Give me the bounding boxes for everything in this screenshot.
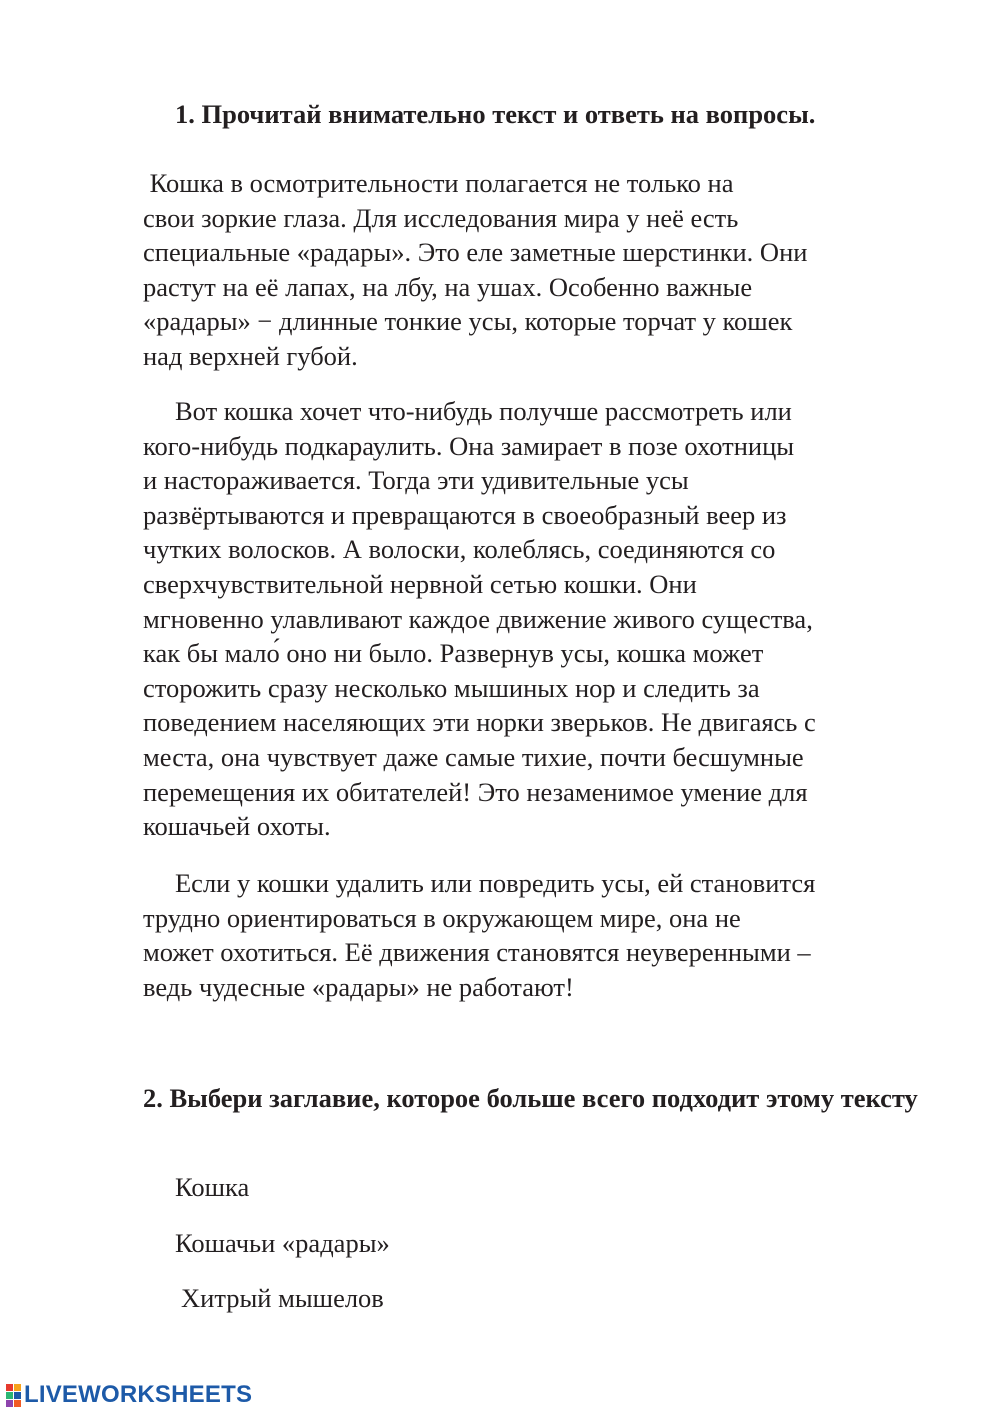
paragraph-line: места, она чувствует даже самые тихие, почти бесшумные (143, 741, 804, 772)
paragraph-line: специальные «радары». Это еле заметные шерстинки. Они (143, 237, 808, 268)
logo-square (6, 1400, 13, 1407)
paragraph-line: свои зоркие глаза. Для исследования мира у неё есть (143, 202, 739, 233)
logo-square (6, 1392, 13, 1399)
paragraph-line: мгновенно улавливают каждое движение живого существа, (143, 603, 813, 634)
paragraph-line: растут на её лапах, на лбу, на ушах. Особенно важные (143, 271, 753, 302)
paragraph-line: может охотиться. Её движения становятся неуверенными – (143, 937, 811, 968)
logo-square (14, 1400, 21, 1407)
paragraph-line: «радары» − длинные тонкие усы, которые торчат у кошек (143, 306, 793, 337)
paragraph-line: кошачьей охоты. (143, 811, 331, 842)
paragraph-line: трудно ориентироваться в окружающем мире, она не (143, 902, 741, 933)
liveworksheets-logo[interactable] (6, 1380, 252, 1410)
logo-square (6, 1384, 13, 1391)
title-option-cunning-mouser[interactable]: Хитрый мышелов (181, 1283, 384, 1313)
logo-square (14, 1392, 21, 1399)
paragraph-line: перемещения их обитателей! Это незаменимое умение для (143, 776, 808, 807)
title-option-cat-radars[interactable]: Кошачьи «радары» (175, 1228, 390, 1258)
paragraph-line: Кошка в осмотрительности полагается не только на (143, 168, 734, 198)
paragraph-line: Вот кошка хочет что-нибудь получше рассмотреть или (175, 396, 792, 426)
text-paragraph-2 (143, 394, 943, 844)
task-1-title: 1. Прочитай внимательно текст и ответь на вопросы. (175, 99, 816, 129)
paragraph-line: поведением населяющих эти норки зверьков. Не двигаясь с (143, 707, 816, 738)
title-option-cat[interactable]: Кошка (175, 1172, 250, 1202)
liveworksheets-logo-text: LIVEWORKSHEETS (24, 1381, 253, 1408)
text-paragraph-1 (143, 166, 943, 374)
paragraph-line: над верхней губой. (143, 340, 358, 371)
text-paragraph-3 (143, 866, 943, 1004)
paragraph-line: сторожить сразу несколько мышиных нор и следить за (143, 672, 760, 703)
logo-square (14, 1384, 21, 1391)
task-2-title: 2. Выбери заглавие, которое больше всего подходит этому тексту (143, 1083, 918, 1113)
paragraph-line: Если у кошки удалить или повредить усы, ей становится (175, 868, 816, 898)
paragraph-line: ведь чудесные «радары» не работают! (143, 971, 574, 1002)
paragraph-line: сверхчувствительной нервной сетью кошки. Они (143, 568, 697, 599)
paragraph-line: кого-нибудь подкараулить. Она замирает в позе охотницы (143, 430, 795, 461)
paragraph-line: развёртываются и превращаются в своеобразный веер из (143, 499, 787, 530)
paragraph-line: и настораживается. Тогда эти удивительные усы (143, 465, 689, 496)
liveworksheets-logo-icon (6, 1384, 21, 1407)
paragraph-line: чутких волосков. А волоски, колеблясь, соединяются со (143, 534, 776, 565)
paragraph-line: как бы мало́ оно ни было. Развернув усы, кошка может (143, 638, 764, 669)
